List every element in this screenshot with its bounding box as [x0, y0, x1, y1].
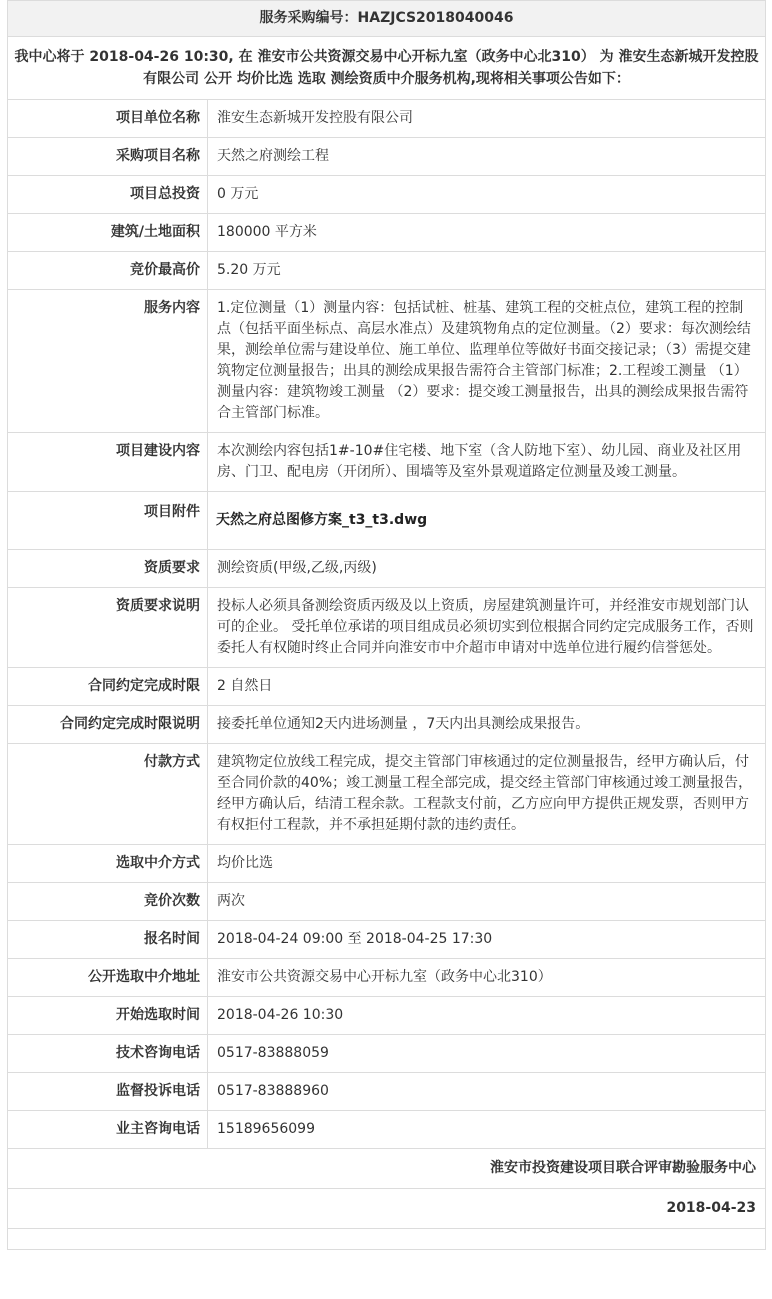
table-row [8, 997, 766, 1035]
field-value: 0517-83888059 [208, 1035, 766, 1073]
field-label: 付款方式 [8, 744, 208, 845]
table-row [8, 433, 766, 492]
field-value: 接委托单位通知2天内进场测量 ，7天内出具测绘成果报告。 [208, 706, 766, 744]
footer-date-row [8, 1189, 766, 1229]
field-label: 报名时间 [8, 921, 208, 959]
attachment-row [8, 492, 766, 550]
table-row [8, 176, 766, 214]
field-label: 技术咨询电话 [8, 1035, 208, 1073]
field-value: 15189656099 [208, 1111, 766, 1149]
table-row [8, 1111, 766, 1149]
field-label: 合同约定完成时限 [8, 668, 208, 706]
field-value: 2018-04-26 10:30 [208, 997, 766, 1035]
service-number: 服务采购编号：HAZJCS2018040046 [8, 1, 766, 37]
field-value: 1.定位测量（1）测量内容：包括试桩、桩基、建筑工程的交桩点位，建筑工程的控制点（包括平面坐标点、高层水准点）及建筑物角点的定位测量。（2）要求：每次测绘结果，测绘单位需与建设单位、施工单位、监理单位等做好书面交接记录；（3）需提交建筑物定位测量报告；出具的测绘成果报告需符合主管部门标准；2.工程竣工测量 （1）测量内容：建筑物竣工测量 （2）要求：提交竣工测量报告，出具的测绘成果报告需符合主管部门标准。 [208, 290, 766, 433]
table-row [8, 845, 766, 883]
table-row [8, 100, 766, 138]
table-row [8, 214, 766, 252]
field-label: 开始选取时间 [8, 997, 208, 1035]
field-label: 竞价最高价 [8, 252, 208, 290]
field-value: 180000 平方米 [208, 214, 766, 252]
table-row [8, 921, 766, 959]
title-row [8, 1, 766, 37]
table-row [8, 744, 766, 845]
field-label: 监督投诉电话 [8, 1073, 208, 1111]
field-value: 淮安生态新城开发控股有限公司 [208, 100, 766, 138]
field-label: 服务内容 [8, 290, 208, 433]
table-row [8, 252, 766, 290]
field-label: 项目单位名称 [8, 100, 208, 138]
field-value: 测绘资质(甲级,乙级,丙级) [208, 550, 766, 588]
field-label: 业主咨询电话 [8, 1111, 208, 1149]
table-row [8, 290, 766, 433]
table-row [8, 1035, 766, 1073]
field-value: 2 自然日 [208, 668, 766, 706]
field-value: 本次测绘内容包括1#-10#住宅楼、地下室（含人防地下室）、幼儿园、商业及社区用房、门卫、配电房（开闭所）、围墙等及室外景观道路定位测量及竣工测量。 [208, 433, 766, 492]
field-value: 0517-83888960 [208, 1073, 766, 1111]
field-label: 项目总投资 [8, 176, 208, 214]
table-row [8, 959, 766, 997]
field-label: 选取中介方式 [8, 845, 208, 883]
field-value: 5.20 万元 [208, 252, 766, 290]
table-row [8, 588, 766, 668]
field-value: 0 万元 [208, 176, 766, 214]
table-row [8, 668, 766, 706]
field-label: 合同约定完成时限说明 [8, 706, 208, 744]
field-value: 两次 [208, 883, 766, 921]
table-row [8, 706, 766, 744]
table-row [8, 550, 766, 588]
field-value: 建筑物定位放线工程完成，提交主管部门审核通过的定位测量报告，经甲方确认后，付至合同价款的40%；竣工测量工程全部完成，提交经主管部门审核通过竣工测量报告，经甲方确认后，结清工程余款。工程款支付前，乙方应向甲方提供正规发票，否则甲方有权拒付工程款，并不承担延期付款的违约责任。 [208, 744, 766, 845]
field-label: 采购项目名称 [8, 138, 208, 176]
field-label: 项目附件 [8, 492, 208, 550]
issue-date: 2018-04-23 [8, 1189, 766, 1229]
notice-text: 我中心将于 2018-04-26 10:30, 在 淮安市公共资源交易中心开标九室（政务中心北310） 为 淮安生态新城开发控股有限公司 公开 均价比选 选取 测绘资质中介服务机构,现将相关事项公告如下： [8, 37, 766, 100]
field-label: 资质要求说明 [8, 588, 208, 668]
field-label: 资质要求 [8, 550, 208, 588]
field-label: 竞价次数 [8, 883, 208, 921]
announcement [7, 0, 765, 1250]
announcement-table [7, 0, 766, 1250]
attachment-file-link[interactable]: 天然之府总图修方案_t3_t3.dwg [208, 492, 766, 550]
field-value: 2018-04-24 09:00 至 2018-04-25 17:30 [208, 921, 766, 959]
field-value: 均价比选 [208, 845, 766, 883]
field-label: 公开选取中介地址 [8, 959, 208, 997]
bottom-spacer-row [8, 1229, 766, 1250]
issuing-organization: 淮安市投资建设项目联合评审勘验服务中心 [8, 1149, 766, 1189]
table-row [8, 883, 766, 921]
table-row [8, 1073, 766, 1111]
field-value: 天然之府测绘工程 [208, 138, 766, 176]
field-label: 建筑/土地面积 [8, 214, 208, 252]
bottom-spacer [8, 1229, 766, 1250]
notice-row [8, 37, 766, 100]
field-value: 淮安市公共资源交易中心开标九室（政务中心北310） [208, 959, 766, 997]
table-row [8, 138, 766, 176]
field-value: 投标人必须具备测绘资质丙级及以上资质，房屋建筑测量许可，并经淮安市规划部门认可的企业。 受托单位承诺的项目组成员必须切实到位根据合同约定完成服务工作，否则委托人有权随时终止合同并向淮安市中介超市申请对中选单位进行履约信誉惩处。 [208, 588, 766, 668]
field-label: 项目建设内容 [8, 433, 208, 492]
footer-org-row [8, 1149, 766, 1189]
